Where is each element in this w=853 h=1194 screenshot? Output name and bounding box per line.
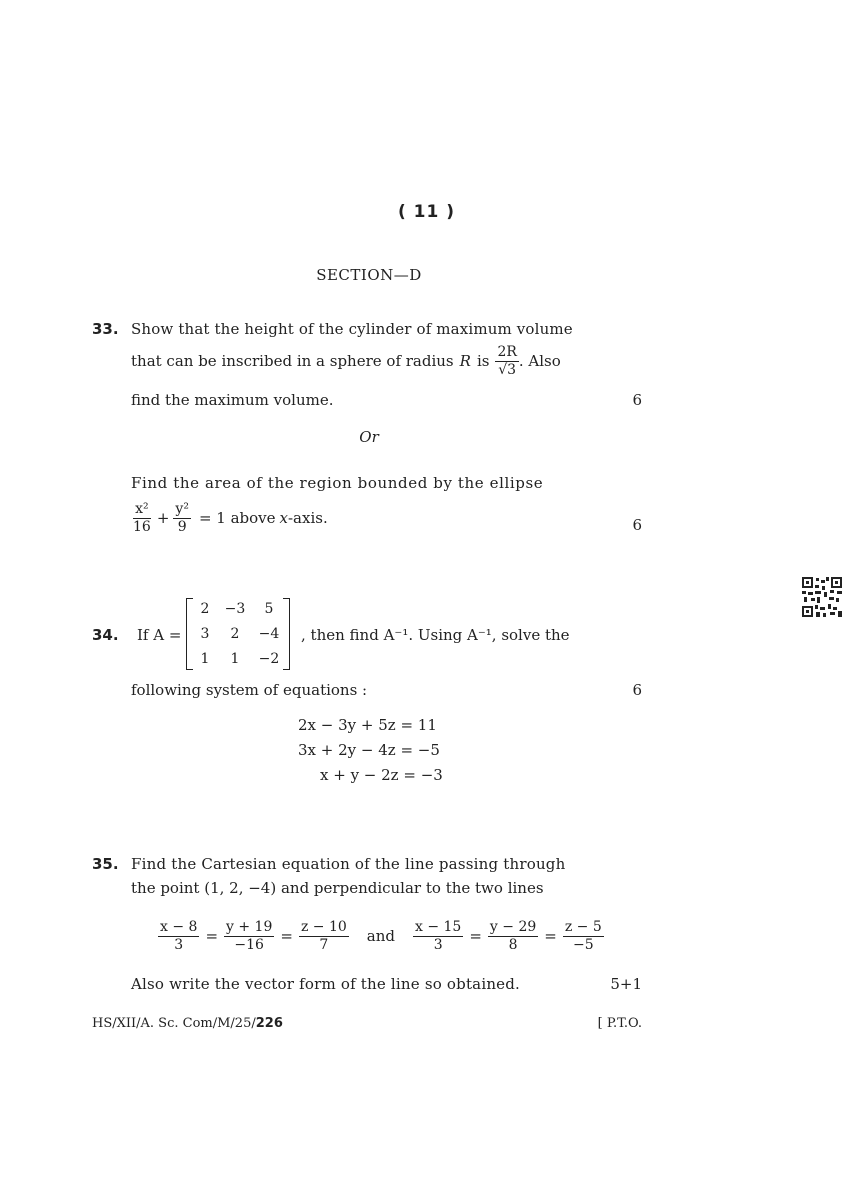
q33-var-r: R [459,352,471,370]
question-34-line2: following system of equations : [131,681,368,699]
question-35-line2: the point (1, 2, −4) and perpendicular to the two lines [131,879,544,897]
q33-frac-den: √3 [498,361,517,378]
frac-num: z − 10 [300,919,347,936]
matrix-cell: 2 [200,601,210,617]
matrix-cell: −4 [258,626,280,642]
question-33-alt-line1: Find the area of the region bounded by the ellipse [131,474,544,492]
equation-2: 3x + 2y − 4z = −5 [298,741,440,759]
question-34-after-matrix: , then find A⁻¹. Using A⁻¹, solve the [301,626,570,644]
question-35-line3: Also write the vector form of the line so obtained. [131,975,521,993]
question-33-line2 [131,338,561,384]
frac-den: 3 [174,936,184,953]
and-word: and [366,927,395,945]
equals-sign: = [280,927,293,945]
matrix-cell: −3 [224,601,246,617]
q33-line2-prefix: that can be inscribed in a sphere of radius [131,352,454,370]
question-35-marks: 5+1 [610,975,642,993]
question-34-number: 34. [92,626,119,644]
line-b-frac-z [563,919,604,952]
frac-den: −16 [234,936,264,953]
matrix-cell: 1 [200,651,210,667]
matrix-right-bracket [283,598,290,670]
frac-num: x − 15 [415,919,462,936]
paper-code-prefix: HS/XII/A. Sc. Com/M/25/ [92,1016,256,1031]
line-b-frac-x [413,919,463,952]
question-33-marks: 6 [632,391,642,409]
question-33-number: 33. [92,320,119,338]
frac-den: 7 [319,936,329,953]
matrix-cell: 2 [230,626,240,642]
question-35-line1: Find the Cartesian equation of the line passing through [131,855,566,873]
ellipse-fraction-y [173,501,191,534]
equation-1: 2x − 3y + 5z = 11 [298,716,437,734]
line-a-frac-y [224,919,274,952]
ellipse-fraction-x [131,501,153,534]
matrix-cell: 3 [200,626,210,642]
equals-sign: = [544,927,557,945]
ellipse-frac-y-den: 9 [177,518,187,535]
ellipse-frac-x-den: 16 [133,518,151,535]
frac-num: x − 8 [160,919,198,936]
question-35-number: 35. [92,855,119,873]
frac-num: y + 19 [226,919,273,936]
equals-sign: = [205,927,219,945]
frac-den: 8 [508,936,518,953]
matrix-a [186,598,290,670]
page-number: ( 11 ) [397,202,456,222]
matrix-cell: −2 [258,651,280,667]
q33-line2-suffix: . Also [518,352,561,370]
q33-frac-num: 2R [497,344,517,361]
question-33-line1: Show that the height of the cylinder of maximum volume [131,320,573,338]
equals-sign: = [469,927,482,945]
or-divider: Or [359,428,379,446]
ellipse-equation-rest: = 1 above [198,509,276,527]
paper-code [92,1016,283,1031]
section-title: SECTION—D [316,266,422,284]
q33-fraction [495,344,518,377]
ellipse-frac-x-num: x² [135,501,149,518]
line-a-frac-z [299,919,349,952]
question-33-alt-marks: 6 [632,516,642,534]
ellipse-axis-suffix: -axis. [287,509,328,527]
ellipse-frac-y-num: y² [175,501,189,518]
frac-den: −5 [573,936,594,953]
matrix-cell: 5 [264,601,274,617]
question-34-marks: 6 [632,681,642,699]
ellipse-plus: + [156,509,170,527]
line-equations-row [158,914,604,958]
frac-num: z − 5 [564,919,602,936]
question-34-if-a: If A = [137,626,182,644]
equation-3: x + y − 2z = −3 [320,766,443,784]
qr-code-icon [802,577,842,617]
line-a-frac-x [158,919,199,952]
frac-num: y − 29 [489,919,537,936]
line-b-frac-y [488,919,538,952]
question-33-alt-line2 [131,496,328,540]
paper-code-number: 226 [255,1016,283,1031]
ellipse-axis-var: x [279,509,288,527]
frac-den: 3 [433,936,443,953]
matrix-cell: 1 [230,651,240,667]
pto-label: [ P.T.O. [597,1016,642,1031]
question-33-line3: find the maximum volume. [131,391,334,409]
q33-is: is [476,352,490,370]
